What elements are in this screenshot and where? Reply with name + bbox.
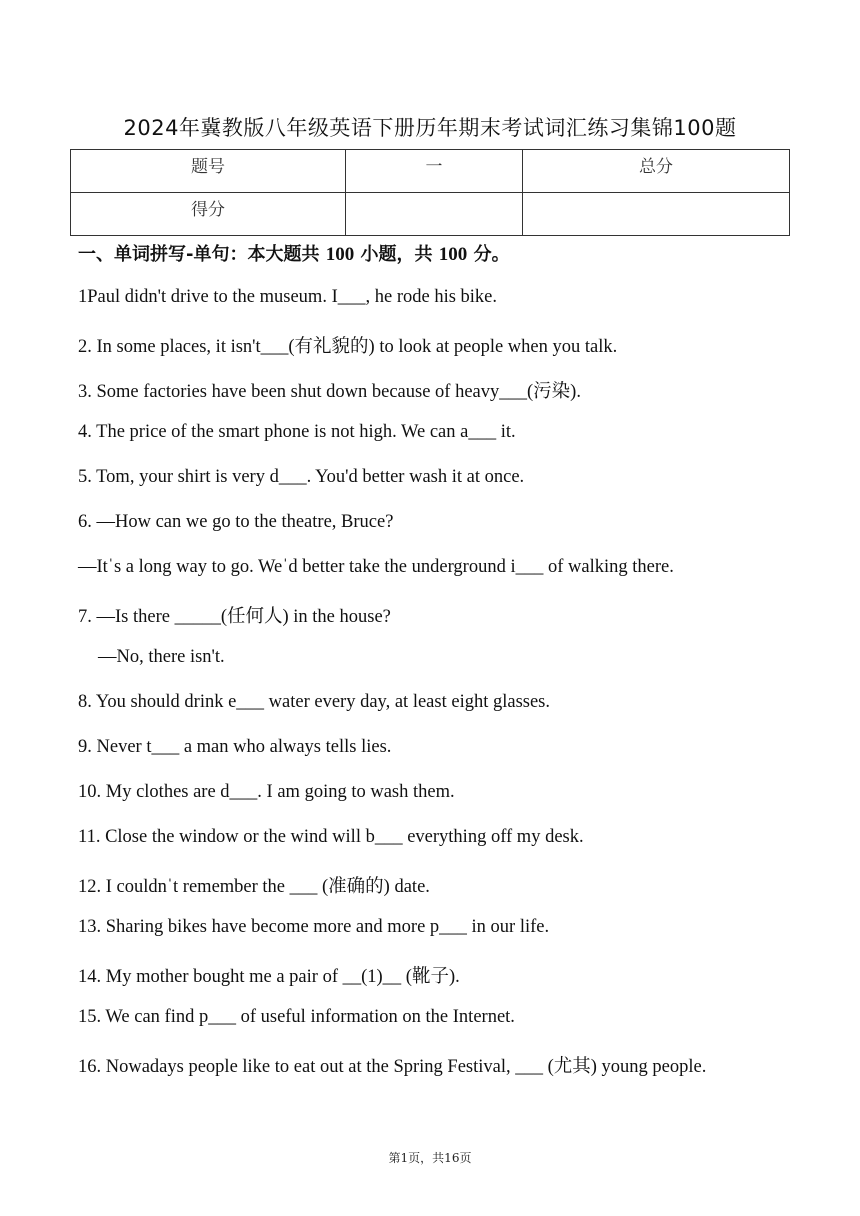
section-heading [78,240,510,266]
section-question-count: 100 [325,244,355,265]
question-13: 13. Sharing bikes have become more and more p___ in our life. [78,917,550,937]
question-15: 15. We can find p___ of useful information on the Internet. [78,1007,515,1027]
question-11: 11. Close the window or the wind will b___ everything off my desk. [78,827,584,847]
question-7-reply: —No, there isn't. [98,647,225,667]
cell-section-one-label: 一 [346,150,523,193]
cell-score-label: 得分 [71,193,346,236]
question-2: 2. In some places, it isn't___(有礼貌的) to look at people when you talk. [78,337,618,357]
question-14: 14. My mother bought me a pair of __(1)__ (靴子). [78,967,460,987]
question-10: 10. My clothes are d___. I am going to wash them. [78,782,455,802]
question-4: 4. The price of the smart phone is not high. We can a___ it. [78,422,516,442]
cell-section-one-score [346,193,523,236]
section-heading-prefix: 一、单词拼写-单句：本大题共 [78,244,326,265]
cell-question-number-label: 题号 [71,150,346,193]
question-9: 9. Never t___ a man who always tells lies. [78,737,392,757]
question-6-reply: —Itˈs a long way to go. Weˈd better take the underground i___ of walking there. [78,557,674,577]
question-8: 8. You should drink e___ water every day, at least eight glasses. [78,692,551,712]
section-total-points: 100 [438,244,468,265]
document-title: 2024年冀教版八年级英语下册历年期末考试词汇练习集锦100题 [123,116,737,140]
cell-total-score [523,193,790,236]
question-5: 5. Tom, your shirt is very d___. You'd better wash it at once. [78,467,525,487]
question-6-prompt: 6. —How can we go to the theatre, Bruce? [78,512,394,532]
score-table-header-row [71,150,790,193]
question-3: 3. Some factories have been shut down because of heavy___(污染). [78,382,581,402]
cell-total-score-label: 总分 [523,150,790,193]
score-table-score-row [71,193,790,236]
question-1: 1Paul didn't drive to the museum. I___, he rode his bike. [78,287,498,307]
score-table [70,149,790,236]
question-12: 12. I couldnˈt remember the ___ (准确的) date. [78,877,430,897]
page-number-footer: 第1页，共16页 [388,1151,472,1165]
section-heading-suffix: 分。 [467,244,510,265]
question-7-prompt: 7. —Is there _____(任何人) in the house? [78,607,391,627]
section-heading-mid: 小题，共 [354,244,439,265]
question-16: 16. Nowadays people like to eat out at the Spring Festival, ___ (尤其) young people. [78,1057,707,1077]
